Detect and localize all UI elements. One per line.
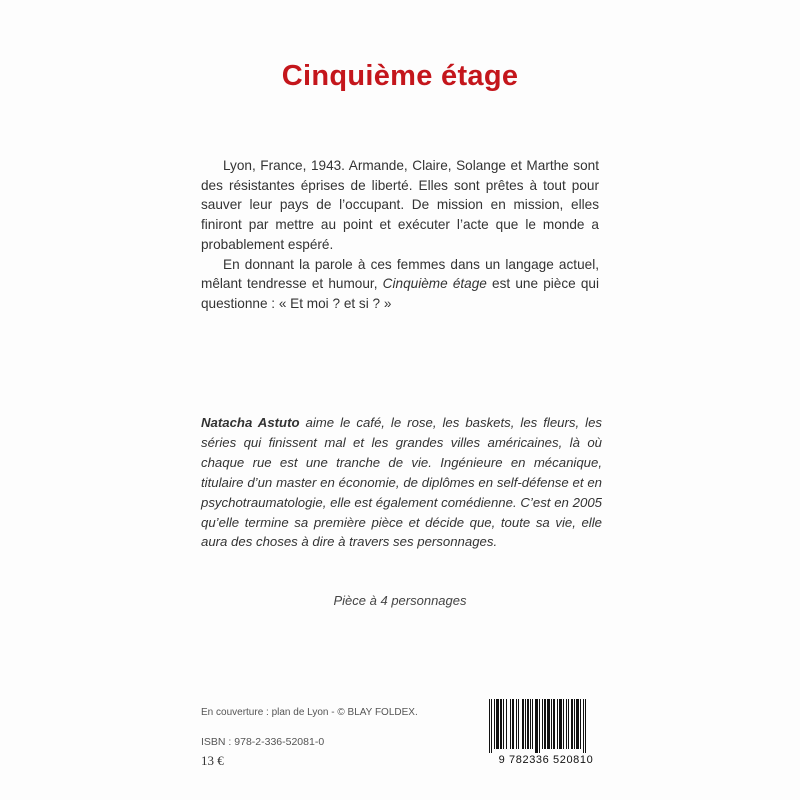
barcode-bar bbox=[535, 699, 538, 753]
barcode-bar bbox=[568, 699, 569, 749]
barcode-bar bbox=[585, 699, 586, 753]
barcode-bar bbox=[566, 699, 567, 749]
barcode-bar bbox=[500, 699, 502, 749]
cast-note: Pièce à 4 personnages bbox=[333, 593, 467, 608]
barcode-bar bbox=[496, 699, 499, 749]
summary-text bbox=[201, 156, 599, 314]
barcode-bar bbox=[563, 699, 564, 749]
barcode-bar bbox=[553, 699, 555, 749]
barcode-bar bbox=[491, 699, 492, 753]
barcode-bar bbox=[516, 699, 517, 749]
barcode-bar bbox=[503, 699, 504, 749]
summary-paragraph-1: Lyon, France, 1943. Armande, Claire, Solange et Marthe sont des résistantes éprises de liberté. Elles sont prêtes à tout pour sauver leur pays de l’occupant. De mission en mission, elles finiront par mettre au point et exécuter l’acte que le monde a probablement espéré. bbox=[201, 158, 599, 252]
barcode-bar bbox=[559, 699, 562, 749]
barcode-bar bbox=[522, 699, 524, 749]
barcode-bar bbox=[539, 699, 540, 753]
barcode-bar bbox=[574, 699, 575, 749]
barcode-digits: 9 782336 520810 bbox=[498, 754, 594, 766]
author-bio-text: aime le café, le rose, les baskets, les fleurs, les séries qui finissent mal et les grandes villes américaines, là où chaque rue est une tranche de vie. Ingénieure en mécanique, titulaire d’un master en économie, de diplômes en self-défense et en psychotraumatologie, elle est également comédienne. C’est en 2005 qu’elle termine sa première pièce et décide que, toute sa vie, elle aura des choses à dire à travers ses personnages. bbox=[201, 415, 602, 550]
barcode-bar bbox=[530, 699, 531, 749]
author-name: Natacha Astuto bbox=[201, 415, 300, 430]
barcode-bar bbox=[544, 699, 546, 749]
barcode-bar bbox=[527, 699, 529, 749]
barcode-bar bbox=[547, 699, 550, 749]
barcode-bars bbox=[487, 699, 603, 753]
barcode-bar bbox=[512, 699, 514, 749]
barcode-bar bbox=[489, 699, 490, 753]
author-bio bbox=[201, 413, 602, 552]
barcode-bar bbox=[557, 699, 558, 749]
barcode-bar bbox=[583, 699, 584, 753]
barcode-bar bbox=[571, 699, 573, 749]
barcode-bar bbox=[510, 699, 511, 749]
barcode-bar bbox=[576, 699, 579, 749]
book-title: Cinquième étage bbox=[281, 60, 519, 92]
barcode-bar bbox=[494, 699, 495, 749]
summary-p2-end: est une pièce qui questionne : « Et moi ? et si ? » bbox=[201, 276, 600, 311]
barcode-bar bbox=[506, 699, 507, 749]
summary-p2-title: Cinquième étage bbox=[382, 276, 487, 292]
price-label: 13 € bbox=[201, 753, 224, 768]
summary-paragraph-2 bbox=[201, 255, 599, 314]
cover-credit: En couverture : plan de Lyon - © BLAY FOLDEX. bbox=[201, 707, 418, 718]
barcode-bar bbox=[542, 699, 543, 749]
barcode-bar bbox=[518, 699, 519, 749]
summary-p2-start: En donnant la parole à ces femmes dans un langage actuel, mêlant tendresse et humour, bbox=[201, 256, 599, 292]
barcode-bar bbox=[551, 699, 552, 749]
barcode-bar bbox=[525, 699, 526, 749]
isbn-label: ISBN : 978-2-336-52081-0 bbox=[201, 736, 325, 748]
barcode-bar bbox=[580, 699, 581, 749]
barcode-bar bbox=[532, 699, 533, 749]
